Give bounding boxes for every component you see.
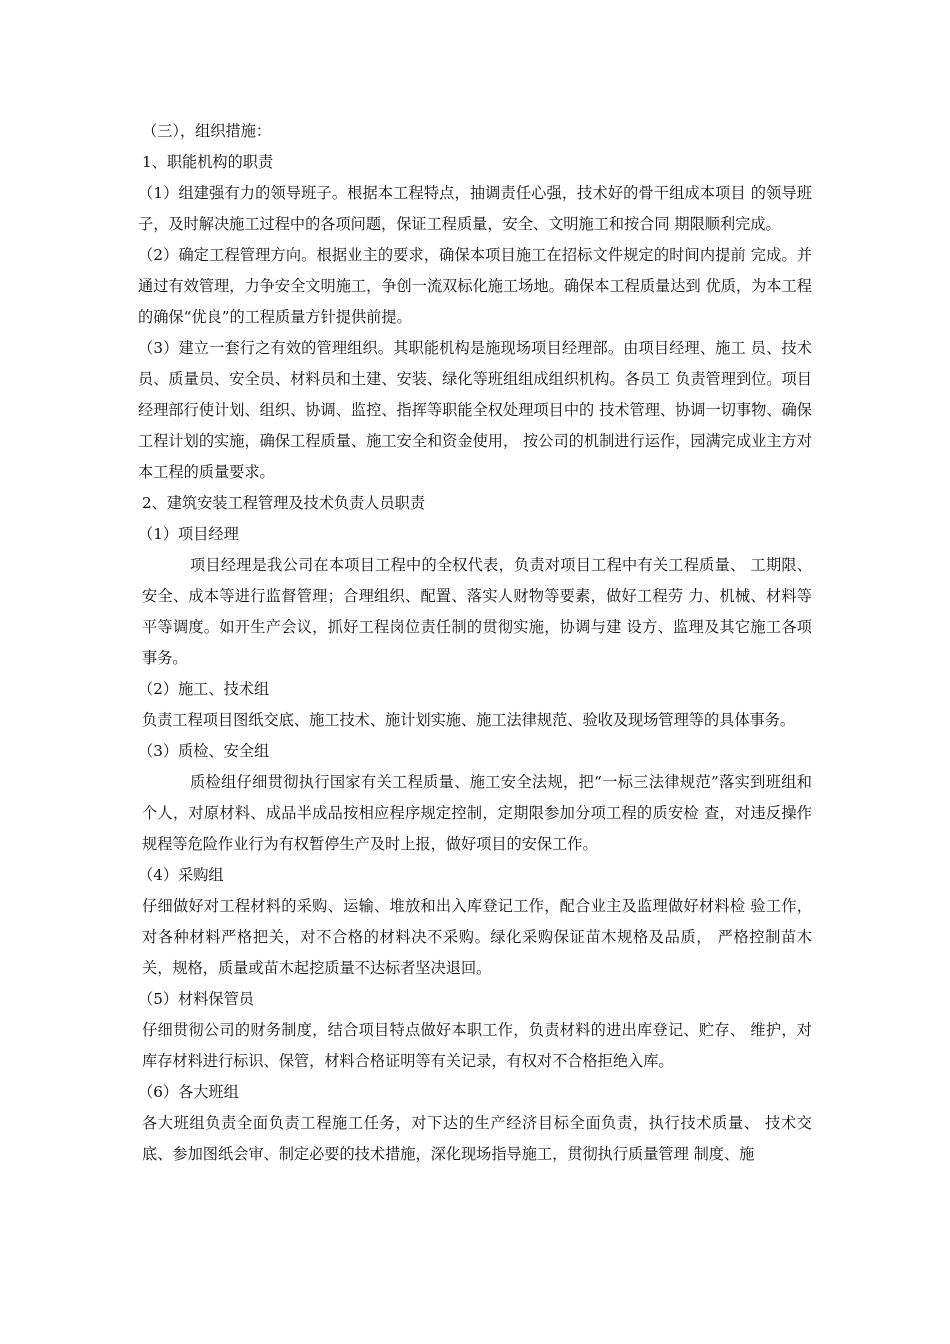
section-heading: （三），组织措施：	[142, 122, 272, 140]
paragraph-2: （2）确定工程管理方向。根据业主的要求，确保本项目施工在招标文件规定的时间内提前 完成。并通过有效管理，力争安全文明施工，争创一流双标化施工场地。确保本工程质量达到 优质，为本工程的确保“优良”的工程质量方针提供前提。	[138, 246, 812, 326]
paragraph-teams: 各大班组负责全面负责工程施工任务，对下达的生产经济目标全面负责，执行技术质量、 技术交底、参加图纸会审、制定必要的技术措施，深化现场指导施工，贯彻执行质量管理 制度、施	[142, 1114, 812, 1163]
subsection-heading: 2、建筑安装工程管理及技术负责人员职责	[142, 494, 426, 512]
paragraph-procurement: 仔细做好对工程材料的采购、运输、堆放和出入库登记工作，配合业主及监理做好材料检 验工作，对各种材料严格把关，对不合格的材料决不采购。绿化采购保证苗木规格及品质， 严格控制苗木关，规格，质量或苗木起挖质量不达标者坚决退回。	[142, 897, 812, 977]
item-heading-quality-safety: （3）质检、安全组	[138, 742, 270, 760]
document-body	[138, 116, 812, 1170]
paragraph-material-keeper: 仔细贯彻公司的财务制度，结合项目特点做好本职工作，负责材料的进出库登记、贮存、 维护，对库存材料进行标识、保管，材料合格证明等有关记录，有权对不合格拒绝入库。	[142, 1021, 812, 1070]
paragraph-construction-tech: 负责工程项目图纸交底、施工技术、施计划实施、施工法律规范、验收及现场管理等的具体事务。	[142, 711, 796, 729]
item-heading-procurement: （4）采购组	[138, 866, 224, 884]
subsection-heading: 1、职能机构的职责	[142, 153, 274, 171]
paragraph-quality-safety: 质检组仔细贯彻执行国家有关工程质量、施工安全法规，把“一标三法律规范”落实到班组和个人，对原材料、成品半成品按相应程序规定控制，定期限参加分项工程的质安检 查，对违反操作规程等危险作业行为有权暂停生产及时上报，做好项目的安保工作。	[142, 773, 812, 853]
item-heading-project-manager: （1）项目经理	[138, 525, 239, 543]
item-heading-construction-tech: （2）施工、技术组	[138, 680, 270, 698]
item-heading-material-keeper: （5）材料保管员	[138, 990, 254, 1008]
paragraph-project-manager: 项目经理是我公司在本项目工程中的全权代表，负责对项目工程中有关工程质量、 工期限、安全、成本等进行监督管理；合理组织、配置、落实人财物等要素，做好工程劳 力、机械、材料等平等调度。如开生产会议，抓好工程岗位责任制的贯彻实施，协调与建 设方、监理及其它施工各项事务。	[142, 556, 812, 667]
paragraph-1: （1）组建强有力的领导班子。根据本工程特点，抽调责任心强，技术好的骨干组成本项目 的领导班子，及时解决施工过程中的各项问题，保证工程质量，安全、文明施工和按合同 期限顺利完成。	[138, 184, 812, 233]
item-heading-teams: （6）各大班组	[138, 1083, 239, 1101]
paragraph-3: （3）建立一套行之有效的管理组织。其职能机构是施现场项目经理部。由项目经理、施工 员、技术员、质量员、安全员、材料员和土建、安装、绿化等班组组成组织机构。各员工 负责管理到位。项目经理部行使计划、组织、协调、监控、指挥等职能全权处理项目中的 技术管理、协调一切事物、确保工程计划的实施，确保工程质量、施工安全和资金使用， 按公司的机制进行运作，园满完成业主方对本工程的质量要求。	[138, 339, 812, 481]
